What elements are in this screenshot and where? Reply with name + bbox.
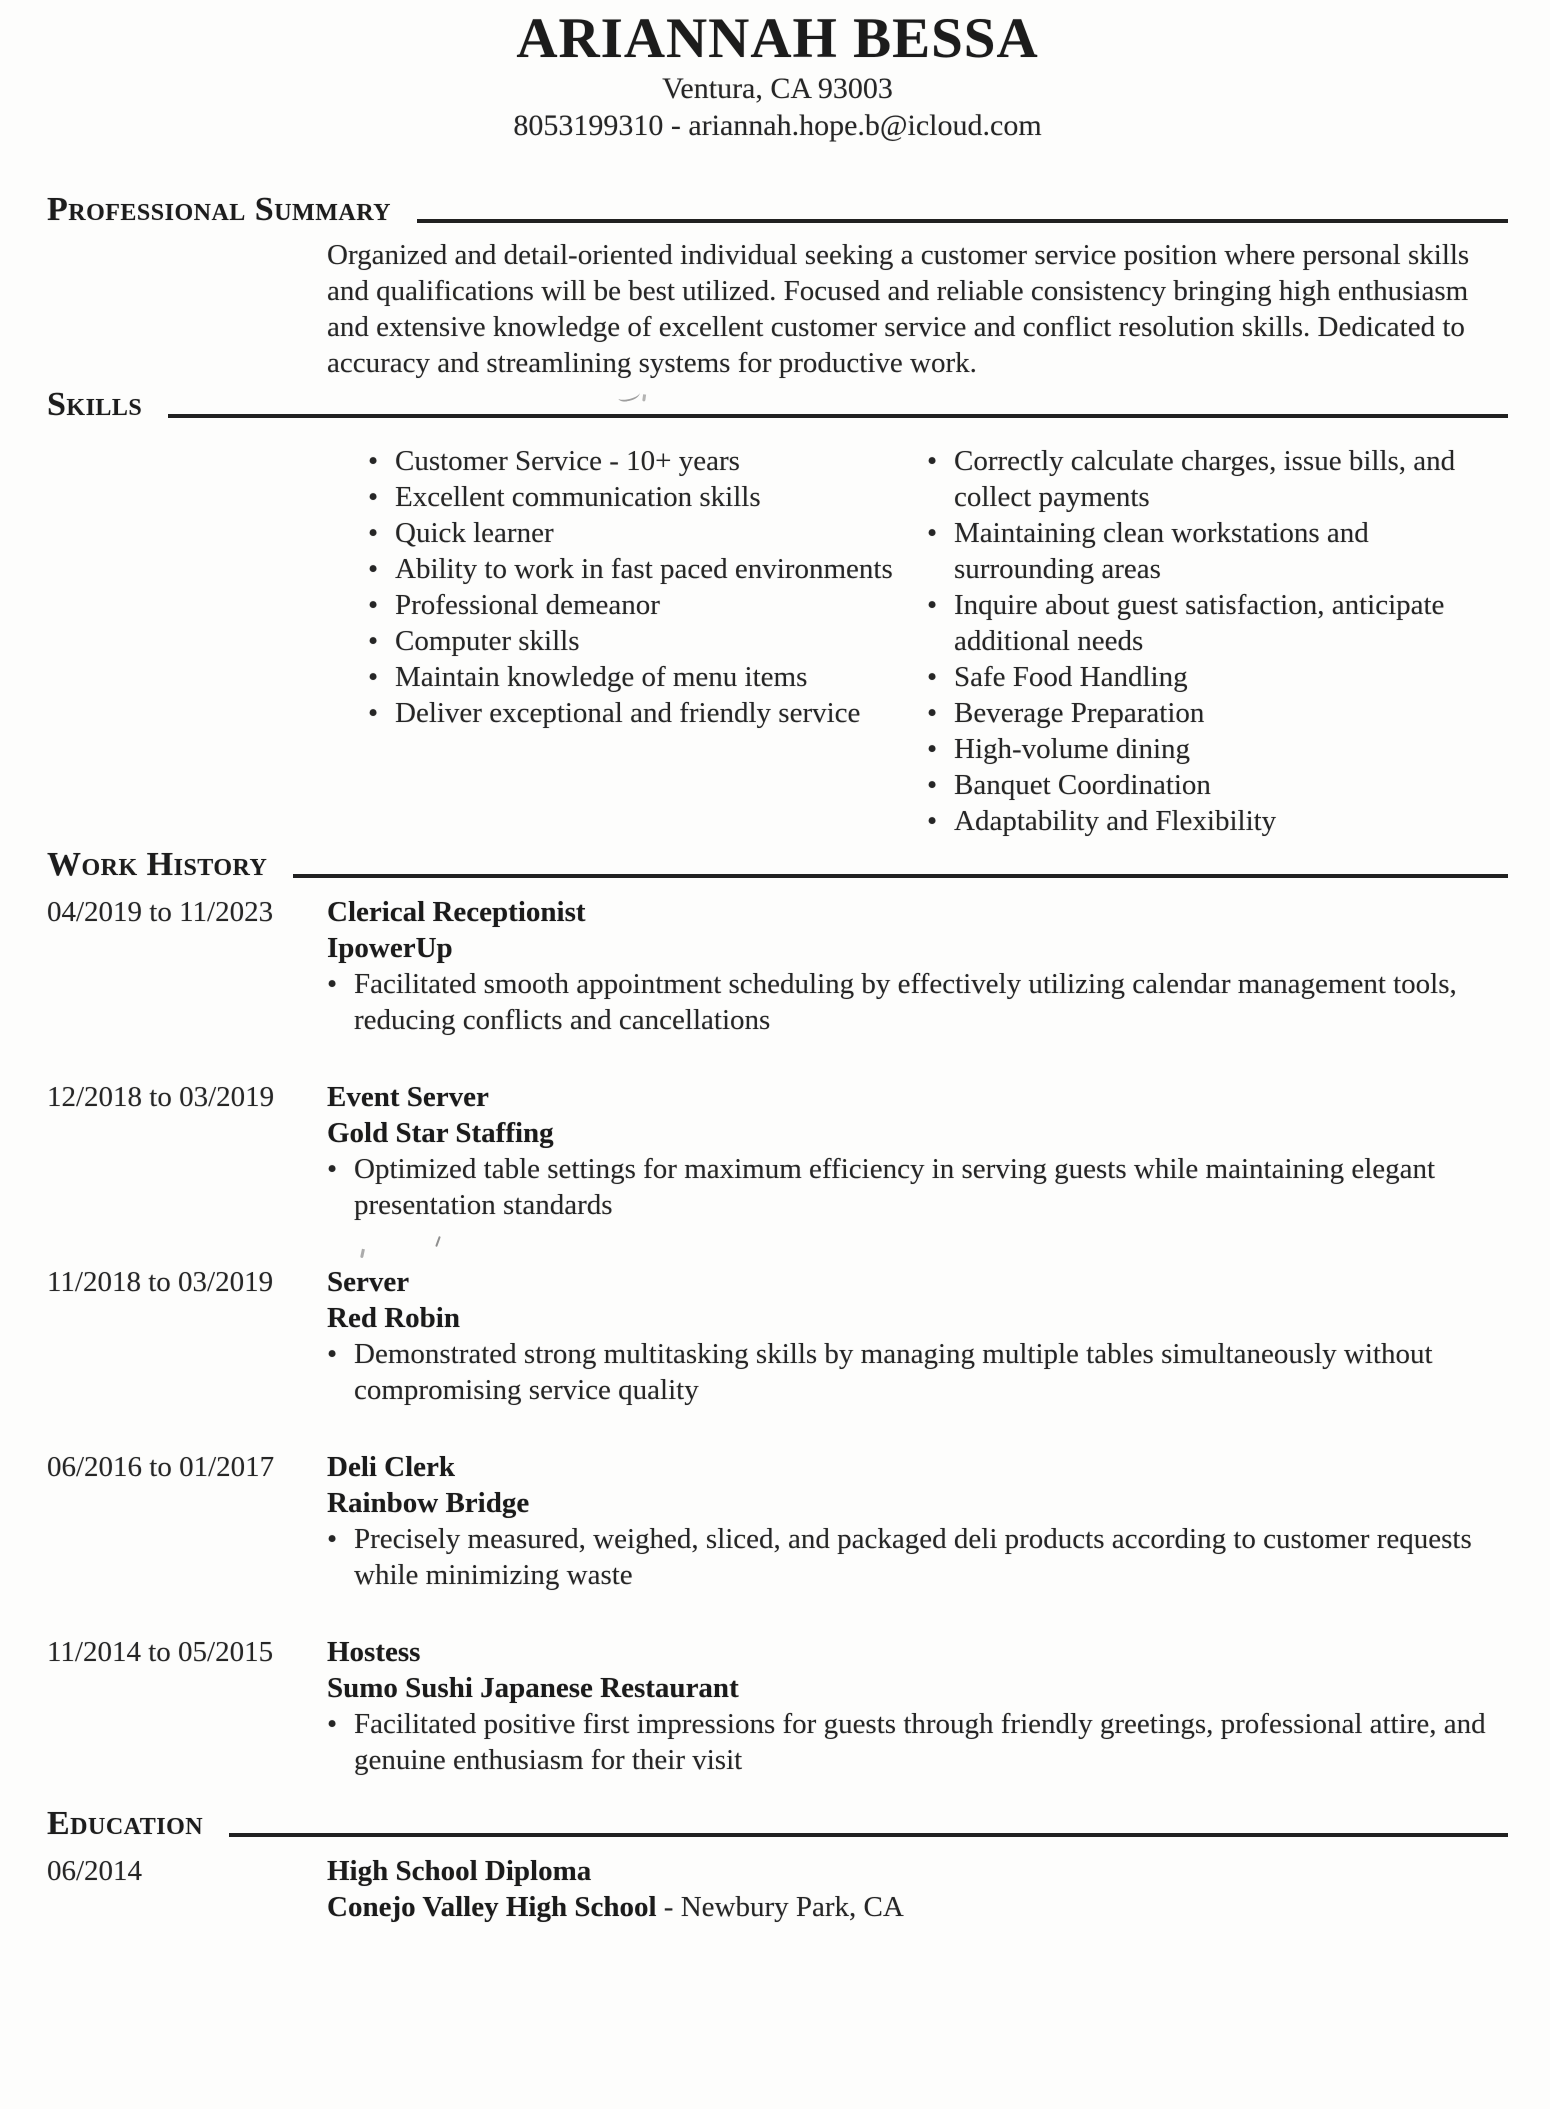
skill-item — [927, 803, 1508, 839]
skill-item — [368, 695, 907, 731]
skill-item — [927, 515, 1508, 587]
job-dates: 06/2016 to 01/2017 — [47, 1451, 275, 1483]
job-title: Deli Clerk — [327, 1451, 456, 1483]
bullet-text: Optimized table settings for maximum efficiency in serving guests while maintaining elegant presentation standards — [354, 1153, 1436, 1221]
skill-text: Ability to work in fast paced environments — [395, 553, 893, 585]
skill-text: Deliver exceptional and friendly service — [395, 697, 861, 729]
bullet-icon — [327, 1151, 354, 1187]
skill-text: Banquet Coordination — [954, 769, 1211, 801]
bullet-icon — [927, 659, 954, 695]
job-entry — [47, 1634, 1508, 1778]
job-company: Gold Star Staffing — [327, 1117, 554, 1149]
bullet-icon — [927, 587, 954, 623]
skill-text: Adaptability and Flexibility — [954, 805, 1277, 837]
job-company: Rainbow Bridge — [327, 1487, 530, 1519]
heading-rule — [168, 414, 1508, 418]
job-entry — [47, 1264, 1508, 1408]
job-main — [327, 894, 1508, 1038]
bullet-text: Demonstrated strong multitasking skills by managing multiple tables simultaneously without compromising service quality — [354, 1338, 1433, 1406]
bullet-icon — [927, 695, 954, 731]
skill-item — [368, 659, 907, 695]
job-main — [327, 1449, 1508, 1593]
job-bullets — [327, 1706, 1508, 1778]
skill-text: Quick learner — [395, 517, 554, 549]
job-title: Server — [327, 1266, 410, 1298]
job-bullet — [327, 1151, 1508, 1223]
job-bullet — [327, 1706, 1508, 1778]
skills-column-left — [327, 443, 907, 839]
job-company: Sumo Sushi Japanese Restaurant — [327, 1672, 739, 1704]
skill-text: Maintaining clean workstations and surrounding areas — [954, 517, 1369, 585]
skill-item — [927, 695, 1508, 731]
job-entry — [47, 1449, 1508, 1593]
education-entry — [47, 1853, 1508, 1925]
skill-text: Maintain knowledge of menu items — [395, 661, 808, 693]
summary-heading-row — [47, 188, 1508, 232]
work-section — [47, 843, 1508, 1778]
work-heading-row — [47, 843, 1508, 887]
skill-item — [368, 479, 907, 515]
bullet-text: Precisely measured, weighed, sliced, and packaged deli products according to customer requests while minimizing waste — [354, 1523, 1472, 1591]
summary-heading: Professional Summary — [47, 191, 392, 228]
skill-text: Safe Food Handling — [954, 661, 1188, 693]
skill-item — [927, 767, 1508, 803]
skill-text: Computer skills — [395, 625, 580, 657]
education-date: 06/2014 — [47, 1855, 143, 1887]
education-section — [47, 1802, 1508, 1925]
job-company: Red Robin — [327, 1302, 460, 1334]
education-heading-row — [47, 1802, 1508, 1846]
bullet-icon — [368, 551, 395, 587]
bullet-icon — [327, 1521, 354, 1557]
job-bullet — [327, 966, 1508, 1038]
job-company: IpowerUp — [327, 932, 453, 964]
education-degree: High School Diploma — [327, 1855, 592, 1887]
skills-heading-row — [47, 383, 1508, 427]
heading-rule — [229, 1833, 1508, 1837]
candidate-location: Ventura, CA 93003 — [662, 72, 893, 105]
skills-column-right — [927, 443, 1508, 839]
skills-heading: Skills — [47, 386, 143, 423]
job-bullets — [327, 966, 1508, 1038]
bullet-icon — [368, 587, 395, 623]
skill-item — [368, 515, 907, 551]
bullet-icon — [327, 1706, 354, 1742]
skill-text: Beverage Preparation — [954, 697, 1205, 729]
skill-item — [368, 551, 907, 587]
job-entry — [47, 1079, 1508, 1223]
skill-text: Professional demeanor — [395, 589, 660, 621]
skill-text: Correctly calculate charges, issue bills, and collect payments — [954, 445, 1456, 513]
education-school: Conejo Valley High School — [327, 1891, 657, 1923]
bullet-icon — [368, 479, 395, 515]
job-title: Event Server — [327, 1081, 489, 1113]
skill-item — [368, 587, 907, 623]
bullet-icon — [927, 767, 954, 803]
job-dates: 11/2014 to 05/2015 — [47, 1636, 274, 1668]
skill-item — [368, 443, 907, 479]
job-title: Hostess — [327, 1636, 421, 1668]
candidate-contact: 8053199310 - ariannah.hope.b@icloud.com — [513, 109, 1042, 142]
job-main — [327, 1634, 1508, 1778]
bullet-icon — [927, 515, 954, 551]
education-school-line — [327, 1889, 1508, 1925]
education-school-location: - Newbury Park, CA — [656, 1891, 904, 1923]
header — [47, 8, 1508, 144]
bullet-icon — [927, 443, 954, 479]
job-title: Clerical Receptionist — [327, 896, 586, 928]
job-bullet — [327, 1521, 1508, 1593]
bullet-icon — [368, 659, 395, 695]
heading-rule — [293, 874, 1508, 878]
heading-rule — [417, 219, 1508, 223]
bullet-icon — [368, 515, 395, 551]
work-heading: Work History — [47, 846, 268, 883]
job-dates: 12/2018 to 03/2019 — [47, 1081, 275, 1113]
candidate-name: ARIANNAH BESSA — [516, 7, 1039, 70]
bullet-icon — [327, 1336, 354, 1372]
skill-text: Inquire about guest satisfaction, anticipate additional needs — [954, 589, 1445, 657]
skill-item — [927, 659, 1508, 695]
job-main — [327, 1264, 1508, 1408]
job-entry — [47, 894, 1508, 1038]
skills-section — [47, 383, 1508, 839]
education-heading: Education — [47, 1805, 204, 1842]
bullet-icon — [368, 623, 395, 659]
skill-item — [368, 623, 907, 659]
job-bullet — [327, 1336, 1508, 1408]
bullet-icon — [368, 695, 395, 731]
job-main — [327, 1079, 1508, 1223]
bullet-icon — [927, 803, 954, 839]
bullet-icon — [368, 443, 395, 479]
bullet-icon — [927, 731, 954, 767]
summary-text: Organized and detail-oriented individual seeking a customer service position where personal skills and qualifications will be best utilized. Focused and reliable consistency bringing high enthusiasm and extensive knowledge of excellent customer service and conflict resolution skills. Dedicated to accuracy and streamlining systems for productive work. — [327, 239, 1470, 379]
skill-item — [927, 443, 1508, 515]
bullet-text: Facilitated positive first impressions for guests through friendly greetings, professional attire, and genuine enthusiasm for their visit — [354, 1708, 1486, 1776]
skill-item — [927, 731, 1508, 767]
job-dates: 11/2018 to 03/2019 — [47, 1266, 274, 1298]
bullet-icon — [327, 966, 354, 1002]
job-bullets — [327, 1336, 1508, 1408]
skill-text: Customer Service - 10+ years — [395, 445, 740, 477]
job-bullets — [327, 1521, 1508, 1593]
job-bullets — [327, 1151, 1508, 1223]
job-dates: 04/2019 to 11/2023 — [47, 896, 274, 928]
skills-columns — [327, 443, 1508, 839]
bullet-text: Facilitated smooth appointment scheduling by effectively utilizing calendar management tools, reducing conflicts and cancellations — [354, 968, 1457, 1036]
skill-text: Excellent communication skills — [395, 481, 761, 513]
skill-item — [927, 587, 1508, 659]
skill-text: High-volume dining — [954, 733, 1191, 765]
education-main — [327, 1853, 1508, 1925]
summary-section — [47, 188, 1508, 381]
